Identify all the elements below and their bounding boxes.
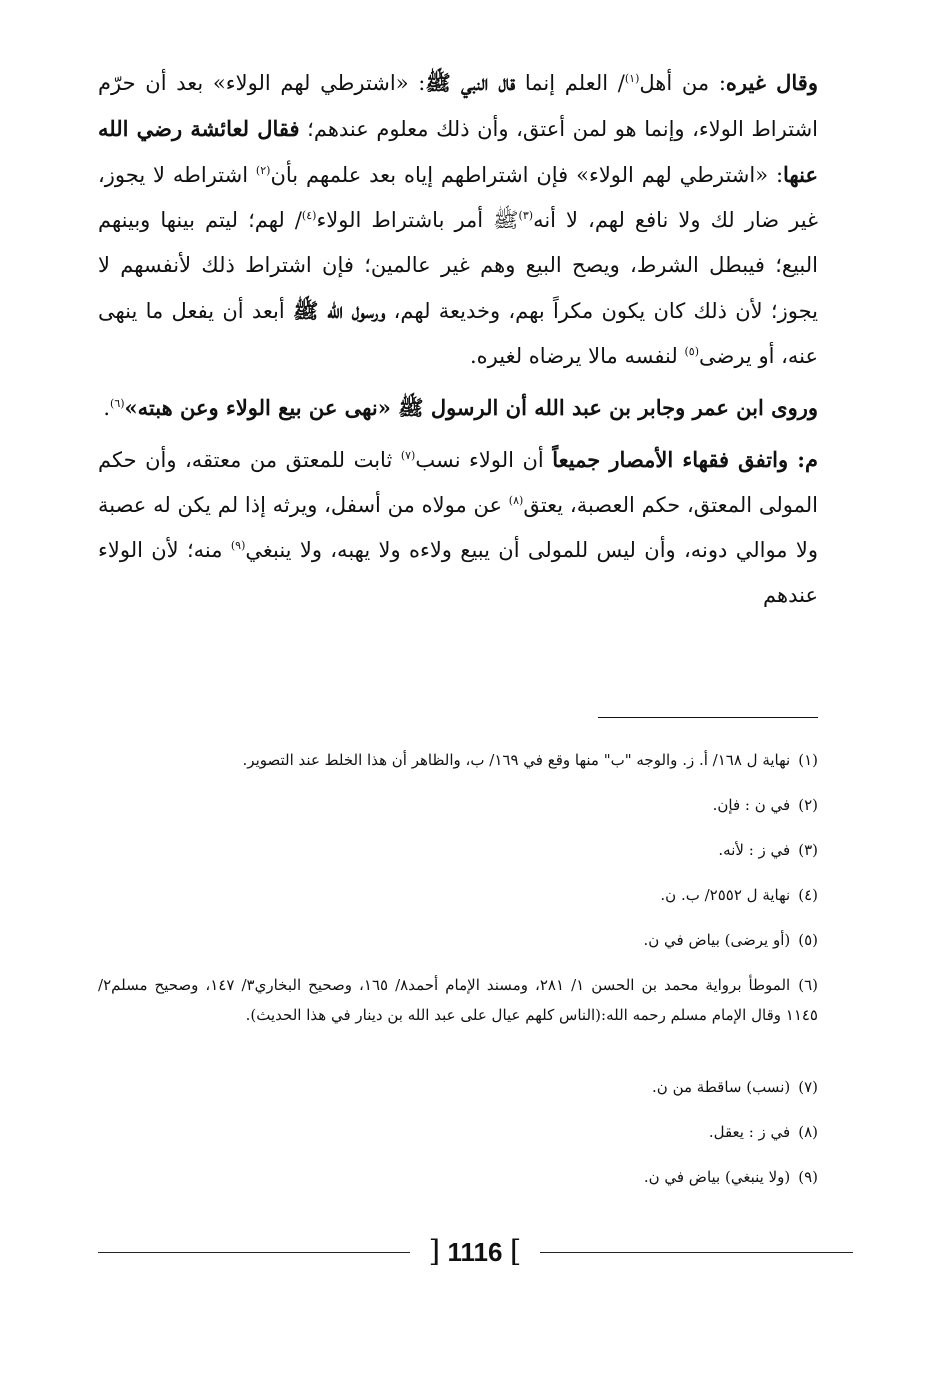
text-run: عن مولاه من أسفل، ويرثه إذا لم يكن له عصبة ولا موالي دونه، وأن ليس للمولى أن يبيع ولاءه ولا يهبه، ولا ينبغي — [98, 493, 818, 562]
body-paragraph — [98, 60, 818, 379]
footnote-item — [98, 745, 818, 775]
footnote-marker: (٤) — [301, 209, 317, 222]
footnote-marker: (٢) — [255, 164, 271, 177]
footnote-text: نهاية ل ٢٥٥٢/ ب. ن. — [660, 886, 791, 904]
footnote-number: (٥) — [798, 931, 818, 949]
bold-text-run: وروى ابن عمر وجابر بن عبد الله أن الرسول ﷺ «نهى عن بيع الولاء وعن هبته» — [124, 395, 818, 420]
footnote-text: في ن : فإن. — [712, 796, 791, 814]
bold-text-run: قال النبي ﷺ — [425, 70, 516, 95]
footnote-number: (٦) — [798, 976, 818, 994]
footer-rule-right — [540, 1252, 853, 1253]
text-run: اشتراطه لا يجوز، غير ضار لك ولا نافع لهم، لا أنه — [98, 163, 819, 232]
footnote-text: نهاية ل ١٦٨/ أ. ز. والوجه "ب" منها وقع في ١٦٩/ ب، والظاهر أن هذا الخلط عند التصوير. — [242, 751, 791, 769]
footnote-text: في ز : لأنه. — [718, 841, 791, 859]
page-footer — [98, 1230, 853, 1274]
footnote-item — [98, 970, 818, 1030]
footnote-marker: (٦) — [110, 397, 125, 410]
text-run: منه؛ لأن الولاء عندهم — [98, 538, 818, 607]
footnote-item — [98, 1162, 818, 1192]
footnote-number: (٤) — [798, 886, 818, 904]
footnote-text: الموطأ برواية محمد بن الحسن ١/ ٢٨١، ومسند الإمام أحمد٨/ ١٦٥، وصحيح البخاري٣/ ١٤٧، وصحيح مسلم٢/ ١١٤٥ وقال الإمام مسلم رحمه الله:(الناس كلهم عيال على عبد الله بن دينار في هذا الحديث). — [98, 976, 818, 1024]
footnote-text: في ز : يعقل. — [708, 1123, 791, 1141]
text-run: : من أهل — [639, 71, 726, 95]
text-run: : «اشترطي لهم الولاء» بعد أن حرّم اشتراط الولاء، وإنما هو لمن أعتق، وأن ذلك معلوم عندهم؛ — [98, 71, 818, 141]
bold-text-run: فقال لعائشة رضي الله عنها — [98, 116, 818, 187]
text-run: ثابت للمعتق من معتقه، وأن حكم المولى المعتق، حكم العصبة، يعتق — [98, 448, 818, 517]
body-paragraph — [98, 437, 818, 618]
footnote-marker: (٩) — [230, 539, 246, 552]
bold-text-run: وقال غيره — [725, 70, 818, 95]
footnote-item — [98, 1117, 818, 1147]
text-run: أن الولاء نسب — [415, 448, 553, 472]
page-number-bracket-open: ] — [428, 1234, 441, 1269]
text-run: أبعد أن يفعل ما ينهى عنه، أو يرضى — [98, 299, 818, 368]
main-text-body — [98, 60, 818, 624]
footnote-number: (٢) — [798, 796, 818, 814]
footnote-text: (أو يرضى) بياض في ن. — [643, 931, 791, 949]
footnote-separator — [598, 717, 818, 718]
text-run: : «اشترطي لهم الولاء» فإن اشتراطهم إياه بعد علمهم بأن — [270, 163, 784, 187]
footnote-number: (٣) — [798, 841, 818, 859]
footnote-text: (ولا ينبغي) بياض في ن. — [643, 1168, 791, 1186]
footnote-item — [98, 790, 818, 820]
footnote-item — [98, 925, 818, 955]
bold-text-run: م: — [788, 447, 818, 472]
text-run: / لهم؛ ليتم بينها وبينهم البيع؛ فيبطل الشرط، ويصح البيع وهم غير عالمين؛ فإن اشتراط ذلك لأنفسهم لا يجوز؛ لأن ذلك كان يكون مكراً بهم، وخديعة لهم، — [98, 208, 818, 323]
footnote-marker: (٥) — [684, 345, 699, 358]
body-paragraph — [98, 385, 818, 431]
footnote-item — [98, 835, 818, 865]
document-page — [98, 60, 818, 1320]
bold-text-run: ورسول الله ﷺ — [292, 298, 386, 323]
footnote-number: (٨) — [798, 1123, 818, 1141]
footnote-marker: (٣) — [518, 209, 534, 222]
footer-rule-left — [98, 1252, 410, 1253]
text-run: / العلم إنما — [515, 71, 625, 95]
footnote-marker: (٧) — [400, 449, 416, 462]
bold-text-run: واتفق فقهاء الأمصار جميعاً — [552, 447, 789, 472]
footnote-number: (١) — [798, 751, 818, 769]
page-number-value: 1116 — [447, 1237, 503, 1267]
footnote-marker: (١) — [624, 72, 640, 85]
footnote-number: (٩) — [798, 1168, 818, 1186]
text-run: ﷺ أمر باشتراط الولاء — [316, 208, 519, 232]
text-run: . — [103, 396, 111, 420]
page-number — [410, 1230, 540, 1274]
footnote-item — [98, 880, 818, 910]
footnote-item — [98, 1072, 818, 1102]
footnotes-section — [98, 745, 818, 1207]
text-run: لنفسه مالا يرضاه لغيره. — [470, 344, 685, 368]
footnote-marker: (٨) — [508, 494, 524, 507]
footnote-text: (نسب) ساقطة من ن. — [652, 1078, 791, 1096]
footnote-number: (٧) — [798, 1078, 818, 1096]
page-number-bracket-close: [ — [509, 1234, 522, 1269]
